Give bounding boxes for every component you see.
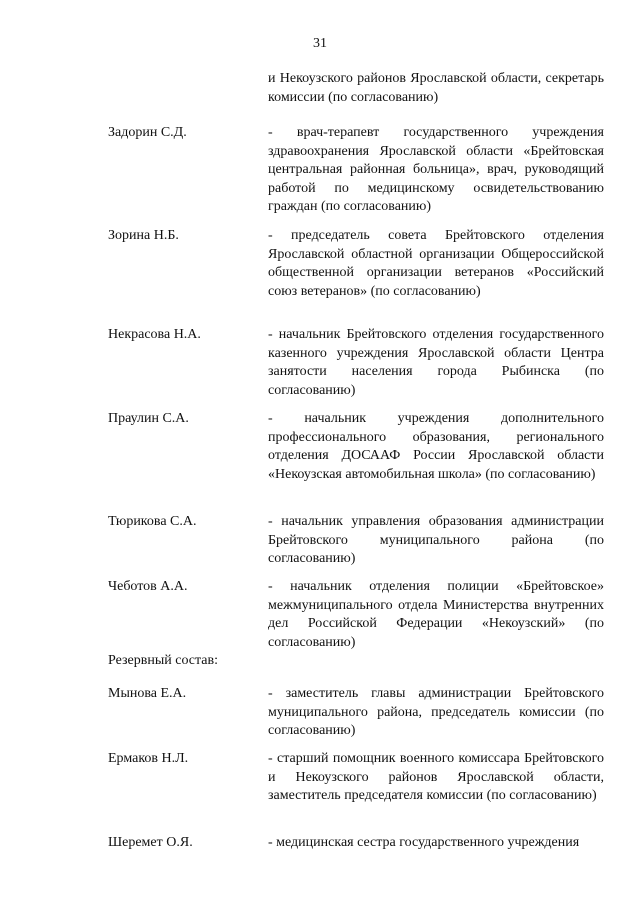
member-description: - врач-терапевт государственного учреждения здравоохранения Ярославской области «Брейтовская центральная районная больница», врач, руководящий работой по медицинскому освидетельствованию граждан (по согласованию) bbox=[268, 125, 604, 214]
member-name: Шеремет О.Я. bbox=[108, 835, 193, 850]
page-number: 31 bbox=[313, 36, 327, 51]
member-entry bbox=[108, 513, 604, 578]
member-description: - начальник управления образования администрации Брейтовского муниципального района (по согласованию) bbox=[268, 514, 604, 566]
member-name: Некрасова Н.А. bbox=[108, 327, 201, 342]
member-entry bbox=[108, 410, 604, 513]
member-name: Мынова Е.А. bbox=[108, 686, 187, 701]
member-description: - заместитель главы администрации Брейтовского муниципального района, председатель комиссии (по согласованию) bbox=[268, 686, 604, 738]
member-entry bbox=[108, 124, 604, 227]
member-description: - начальник учреждения дополнительного профессионального образования, регионального отделения ДОСААФ России Ярославской области «Некоузская автомобильная школа» (по согласованию) bbox=[268, 411, 604, 482]
member-description: - медицинская сестра государственного учреждения bbox=[268, 835, 580, 850]
member-name: Зорина Н.Б. bbox=[108, 228, 179, 243]
member-description: - председатель совета Брейтовского отделения Ярославской областной организации Общероссийской общественной организации ветеранов «Российский союз ветеранов» (по согласованию) bbox=[268, 228, 604, 299]
reserve-section-title: Резервный состав: bbox=[108, 653, 219, 668]
member-name: Ермаков Н.Л. bbox=[108, 751, 189, 766]
reserve-member-entry bbox=[108, 834, 604, 856]
member-entry bbox=[108, 578, 604, 652]
reserve-member-entry bbox=[108, 750, 604, 834]
continuation-text: и Некоузского районов Ярославской области, секретарь комиссии (по согласованию) bbox=[268, 71, 604, 105]
member-entry bbox=[108, 326, 604, 410]
continuation-entry bbox=[108, 70, 604, 124]
member-name: Чеботов А.А. bbox=[108, 579, 188, 594]
member-name: Праулин С.А. bbox=[108, 411, 189, 426]
member-name: Задорин С.Д. bbox=[108, 125, 187, 140]
member-description: - начальник отделения полиции «Брейтовское» межмуниципального отдела Министерства внутренних дел Российской Федерации «Некоузский» (по согласованию) bbox=[268, 579, 604, 650]
member-description: - начальник Брейтовского отделения государственного казенного учреждения Ярославской области Центра занятости населения города Рыбинска (по согласованию) bbox=[268, 327, 604, 398]
member-description: - старший помощник военного комиссара Брейтовского и Некоузского районов Ярославской области, заместитель председателя комиссии (по согласованию) bbox=[268, 751, 604, 803]
member-name: Тюрикова С.А. bbox=[108, 514, 197, 529]
member-entry bbox=[108, 227, 604, 326]
reserve-member-entry bbox=[108, 685, 604, 750]
commission-list bbox=[108, 70, 604, 856]
